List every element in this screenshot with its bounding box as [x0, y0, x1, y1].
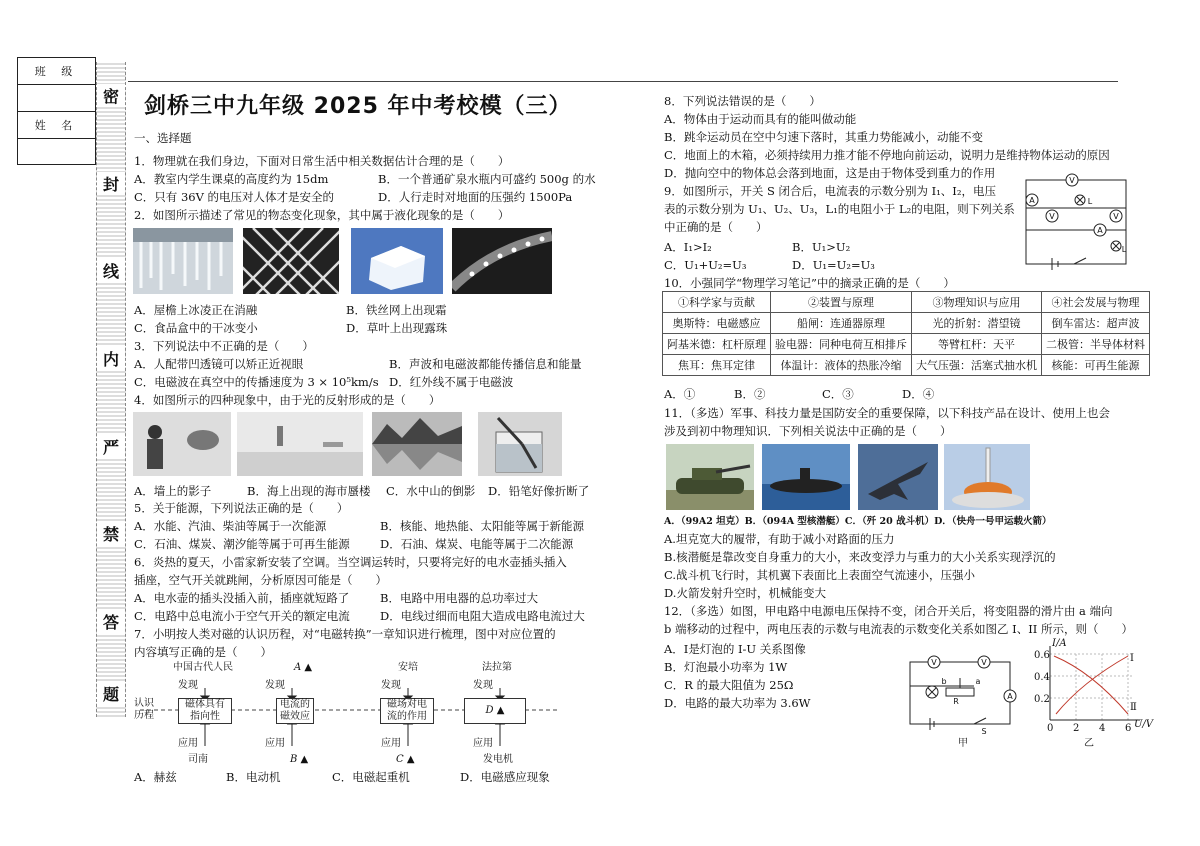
table-row	[663, 313, 1150, 334]
q3-stem: 3．下列说法中不正确的是（ ）	[134, 339, 314, 353]
q12-option: A．Ⅰ是灯泡的 I-U 关系图像	[664, 642, 806, 656]
table-cell: 体温计：液体的热胀冷缩	[771, 355, 912, 376]
q3-option: B．声波和电磁波都能传播信息和能量	[389, 357, 582, 371]
svg-text:V: V	[1113, 212, 1119, 221]
q7-marker-a: A ▲	[294, 662, 313, 673]
class-label: 班 级	[18, 58, 95, 85]
table-cell: ①科学家与贡献	[663, 292, 771, 313]
svg-text:A: A	[1029, 196, 1035, 205]
q3-option: C．电磁波在真空中的传播速度为 3 × 10⁵km/s	[134, 375, 379, 389]
page-title: 剑桥三中九年级 2025 年中考校模（三）	[144, 94, 572, 119]
q7-discover: 发现	[381, 680, 401, 691]
svg-text:A: A	[1097, 226, 1103, 235]
graph-xtick: 0	[1047, 723, 1054, 734]
table-cell: 核能：可再生能源	[1042, 355, 1150, 376]
graph-ylabel: I/A	[1052, 638, 1067, 649]
submarine-photo	[762, 444, 850, 510]
graph-curve-1: Ⅰ	[1130, 653, 1134, 664]
q7-marker-b: B ▲	[290, 754, 309, 765]
table-cell: 二极管：半导体材料	[1042, 334, 1150, 355]
q7-box-2: 电流的 磁效应	[276, 698, 314, 724]
q7-option: A．赫兹	[134, 770, 177, 784]
q7-apply: 应用	[381, 738, 401, 749]
q12-option: D．电路的最大功率为 3.6W	[664, 696, 811, 710]
q5-stem: 5．关于能源，下列说法正确的是（ ）	[134, 501, 349, 515]
q4-stem: 4．如图所示的四种现象中，由于光的反射形成的是（ ）	[134, 393, 441, 407]
q11-option: D.火箭发射升空时，机械能变大	[664, 586, 826, 600]
graph-xtick: 6	[1125, 723, 1132, 734]
q7-apply: 应用	[178, 738, 198, 749]
q9-stem-cont: 表的示数分别为 U₁、U₂、U₃，L₁的电阻小于 L₂的电阻，则下列关系	[664, 202, 1015, 216]
q7-option: C．电磁起重机	[332, 770, 410, 784]
table-cell: 验电器：同种电荷互相排斥	[771, 334, 912, 355]
graph-xtick: 2	[1073, 723, 1080, 734]
q2-option: C．食品盒中的干冰变小	[134, 321, 258, 335]
dry-ice-photo	[351, 228, 443, 294]
fig-yi-label: 乙	[1084, 738, 1094, 749]
graph-xtick: 4	[1099, 723, 1106, 734]
q11-stem: 11．（多选）军事、科技力量是国防安全的重要保障，以下科技产品在设计、使用上也会	[664, 406, 1110, 420]
q6-option: B．电路中用电器的总功率过大	[380, 591, 538, 605]
q10-option: B．②	[734, 387, 766, 401]
q10-option: C．③	[822, 387, 854, 401]
seal-char: 密	[97, 84, 125, 107]
q3-option: D．红外线不属于电磁波	[389, 375, 514, 389]
table-cell: 奥斯特：电磁感应	[663, 313, 771, 334]
svg-text:L: L	[1121, 245, 1127, 254]
q1-option: D．人行走时对地面的压强约 1500Pa	[378, 190, 573, 204]
rocket-launch-photo	[944, 444, 1030, 510]
seal-char: 禁	[97, 522, 125, 545]
graph-curve-2: Ⅱ	[1130, 702, 1137, 713]
q11-option: C.战斗机飞行时，其机翼下表面比上表面空气流速小，压强小	[664, 568, 976, 582]
reflection-photo	[372, 412, 462, 476]
q11-stem-cont: 涉及到初中物理知识．下列相关说法中正确的是（ ）	[664, 424, 952, 438]
table-cell: ②装置与原理	[771, 292, 912, 313]
q9-stem-cont: 中正确的是（ ）	[664, 220, 768, 234]
q5-option: B．核能、地热能、太阳能等属于新能源	[380, 519, 584, 533]
q8-option: D．抛向空中的物体总会落到地面，这是由于物体受到重力的作用	[664, 166, 996, 180]
q6-option: C．电路中总电流小于空气开关的额定电流	[134, 609, 350, 623]
q12-option: B．灯泡最小功率为 1W	[664, 660, 788, 674]
svg-text:V: V	[1069, 176, 1075, 185]
q3-option: A．人配带凹透镜可以矫正近视眼	[134, 357, 304, 371]
dew-leaf-photo	[452, 228, 552, 294]
q6-option: A．电水壶的插头没插入前，插座就短路了	[134, 591, 350, 605]
table-cell: 倒车雷达：超声波	[1042, 313, 1150, 334]
q10-option: D．④	[902, 387, 935, 401]
table-cell: 船闸：连通器原理	[771, 313, 912, 334]
q7-diagram	[130, 660, 570, 765]
q7-apply: 应用	[473, 738, 493, 749]
table-cell: 焦耳：焦耳定律	[663, 355, 771, 376]
q7-stem: 7．小明按人类对磁的认识历程，对“电磁转换”一章知识进行梳理，图中对应位置的	[134, 627, 556, 641]
q1-option: A．教室内学生课桌的高度约为 15dm	[134, 172, 329, 186]
frost-wire-photo	[243, 228, 339, 294]
svg-text:R: R	[953, 697, 959, 706]
q8-option: B．跳伞运动员在空中匀速下落时，其重力势能减小，动能不变	[664, 130, 983, 144]
q7-marker-c: C ▲	[396, 754, 415, 765]
q8-option: A．物体由于运动而具有的能叫做动能	[664, 112, 857, 126]
q10-option: A．①	[664, 387, 696, 401]
q9-option: C．U₁+U₂=U₃	[664, 258, 747, 272]
q12-circuit	[904, 650, 1024, 734]
q8-stem: 8．下列说法错误的是（ ）	[664, 94, 821, 108]
q7-discover: 发现	[473, 680, 493, 691]
q4-option: A．墙上的影子	[134, 484, 212, 498]
q12-option: C．R 的最大阻值为 25Ω	[664, 678, 794, 692]
q2-option: A．屋檐上冰凌正在消融	[134, 303, 258, 317]
svg-text:V: V	[931, 658, 937, 667]
svg-text:L: L	[1087, 197, 1093, 206]
class-field[interactable]	[18, 85, 95, 112]
q7-bottom-2: 发电机	[483, 754, 513, 765]
q9-stem: 9．如图所示，开关 S 闭合后，电流表的示数分别为 I₁、I₂，电压	[664, 184, 996, 198]
q7-discover: 发现	[178, 680, 198, 691]
svg-text:a: a	[975, 677, 981, 686]
section-heading: 一、选择题	[134, 131, 192, 145]
table-cell: ③物理知识与应用	[912, 292, 1042, 313]
svg-text:b: b	[941, 677, 947, 686]
q12-stem: 12．（多选）如图，甲电路中电源电压保持不变，闭合开关后，将变阻器的滑片由 a 端向	[664, 604, 1113, 618]
q1-option: B．一个普通矿泉水瓶内可盛约 500g 的水	[378, 172, 596, 186]
graph-xlabel: U/V	[1134, 719, 1154, 730]
q7-stem-cont: 内容填写正确的是（ ）	[134, 645, 272, 659]
q7-option: B．电动机	[226, 770, 281, 784]
svg-text:A: A	[1007, 692, 1013, 701]
q7-box-d: D ▲	[464, 698, 526, 724]
q6-stem-cont: 插座，空气开关就跳闸，分析原因可能是（ ）	[134, 573, 387, 587]
graph-ytick: 0.4	[1034, 672, 1050, 683]
seal-char: 严	[97, 435, 125, 458]
seal-strip	[96, 62, 126, 717]
seal-char: 封	[97, 172, 125, 195]
q2-option: B．铁丝网上出现霜	[346, 303, 447, 317]
q9-option: B．U₁>U₂	[792, 240, 851, 254]
q7-box-3: 磁场对电 流的作用	[380, 698, 434, 724]
table-cell: 等臂杠杆：天平	[912, 334, 1042, 355]
seal-char: 线	[97, 259, 125, 282]
name-field[interactable]	[18, 139, 95, 165]
svg-text:S: S	[981, 727, 987, 734]
q11-caption: A．（99A2 坦克）B．（094A 型核潜艇）C．（歼 20 战斗机）D．（快舟一号甲运载火箭）	[664, 516, 1052, 527]
q7-box-1: 磁体具有 指向性	[178, 698, 232, 724]
q9-option: D．U₁=U₂=U₃	[792, 258, 875, 272]
svg-text:V: V	[981, 658, 987, 667]
name-label: 姓 名	[18, 112, 95, 139]
q7-people-1: 中国古代人民	[173, 662, 233, 673]
q5-option: D．石油、煤炭、电能等属于二次能源	[380, 537, 574, 551]
table-row	[663, 355, 1150, 376]
graph-ytick: 0.2	[1034, 694, 1050, 705]
q9-option: A．I₁>I₂	[664, 240, 712, 254]
seal-char: 题	[97, 682, 125, 705]
q7-people-2: 安培	[398, 662, 418, 673]
mirage-photo	[237, 412, 363, 476]
fig-jia-label: 甲	[958, 738, 968, 749]
q7-discover: 发现	[265, 680, 285, 691]
q10-table	[662, 291, 1150, 376]
table-cell: 阿基米德：杠杆原理	[663, 334, 771, 355]
icicle-photo	[133, 228, 233, 294]
q1-option: C．只有 36V 的电压对人体才是安全的	[134, 190, 335, 204]
header-rule	[128, 81, 1118, 82]
q5-option: C．石油、煤炭、潮汐能等属于可再生能源	[134, 537, 350, 551]
pencil-water-photo	[478, 412, 562, 476]
table-cell: 大气压强：活塞式抽水机	[912, 355, 1042, 376]
q4-option: D．铅笔好像折断了	[488, 484, 590, 498]
q9-circuit	[1018, 168, 1138, 270]
seal-char: 内	[97, 347, 125, 370]
svg-text:V: V	[1049, 212, 1055, 221]
q6-option: D．电线过细而电阻大造成电路电流过大	[380, 609, 585, 623]
q11-option: A.坦克宽大的履带，有助于减小对路面的压力	[664, 532, 895, 546]
q7-bottom-1: 司南	[188, 754, 208, 765]
q11-option: B.核潜艇是靠改变自身重力的大小，来改变浮力与重力的大小关系实现浮沉的	[664, 550, 1056, 564]
q4-option: B．海上出现的海市蜃楼	[247, 484, 371, 498]
fighter-jet-photo	[858, 444, 938, 510]
table-row	[663, 292, 1150, 313]
q2-option: D．草叶上出现露珠	[346, 321, 448, 335]
q6-stem: 6．炎热的夏天，小雷家新安装了空调。当空调运转时，只要将完好的电水壶插头插入	[134, 555, 567, 569]
q4-option: C．水中山的倒影	[386, 484, 476, 498]
shadow-photo	[133, 412, 231, 476]
q7-apply: 应用	[265, 738, 285, 749]
q10-stem: 10．小强同学“物理学习笔记”中的摘录正确的是（ ）	[664, 276, 955, 290]
q7-people-3: 法拉第	[482, 662, 512, 673]
q12-stem-cont: b 端移动的过程中，两电压表的示数与电流表的示数变化关系如图乙 I、II 所示，则（ ）	[664, 622, 1133, 636]
graph-ytick: 0.6	[1034, 650, 1050, 661]
q1-stem: 1．物理就在我们身边，下面对日常生活中相关数据估计合理的是（ ）	[134, 154, 510, 168]
q7-history-label: 认识 历程	[134, 698, 154, 721]
table-row	[663, 334, 1150, 355]
seal-char: 答	[97, 610, 125, 633]
tank-photo	[666, 444, 754, 510]
q8-option: C．地面上的木箱，必须持续用力推才能不停地向前运动，说明力是维持物体运动的原因	[664, 148, 1110, 162]
q5-option: A．水能、汽油、柴油等属于一次能源	[134, 519, 327, 533]
table-cell: ④社会发展与物理	[1042, 292, 1150, 313]
q2-stem: 2．如图所示描述了常见的物态变化现象，其中属于液化现象的是（ ）	[134, 208, 510, 222]
student-id-box	[17, 57, 96, 165]
q7-option: D．电磁感应现象	[460, 770, 550, 784]
table-cell: 光的折射：潜望镜	[912, 313, 1042, 334]
